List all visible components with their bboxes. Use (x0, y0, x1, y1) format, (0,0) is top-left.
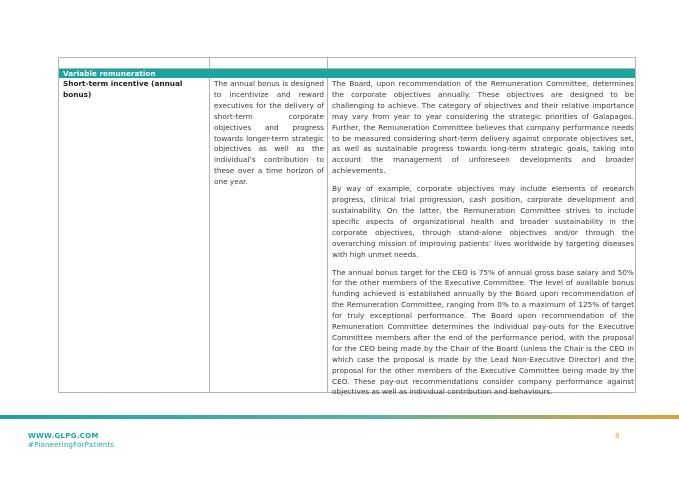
details-paragraph: The annual bonus target for the CEO is 75% of annual gross base salary and 50% for the other members of the Executive Committee. The level of available bonus funding achieved is established annually by the Board upon recommendation of the Remuneration Committee, ranging from 0% to a maximum of 125% of target for truly exceptional performance. The Board upon recommendation of the Remuneration Committee determines the individual pay-outs for the Executive Committee members after the end of the performance period, with the proposal for the CEO being made by the Chair of the Board (unless the Chair is the CEO in which case the proposal is made by the Lead Non-Executive Director) and the proposal for the other members of the Executive Committee being made by the CEO. These pay-out recommendations consider company performance against objectives as well as individual contribution and behaviours. (332, 267, 634, 397)
row-label: Short-term incentive (annual bonus) (63, 79, 183, 99)
remuneration-table (58, 57, 636, 397)
section-header: Variable remuneration (59, 69, 635, 78)
row-description: The annual bonus is designed to incentivize and reward executives for the delivery of short-term corporate objectives and progress towards longer-term strategic objectives as well as the individual’s contribution to these over a time horizon of one year. (214, 79, 324, 187)
table-empty-top-row (59, 58, 635, 69)
details-paragraph: By way of example, corporate objectives may include elements of research progress, clinical trial progression, cash position, corporate development and sustainability. On the latter, the Remuneration Committee strives to include specific aspects of organizational health and broader sustainability in the corporate objectives, through stand-alone objectives and/or through the overarching mission of improving patients’ lives worldwide by targeting diseases with high unmet needs. (332, 184, 634, 259)
details-paragraph: The Board, upon recommendation of the Remuneration Committee, determines the corporate objectives annually. These objectives are designed to be challenging to achieve. The category of objectives and their relative importance may vary from year to year considering the strategic priorities of Galapagos. Further, the Remuneration Committee believes that company performance needs to be measured considering short-term delivery against corporate objectives set, as well as sustainable progress towards long-term strategic goals, taking into account the management of unforeseen developments and broader achievements. (332, 79, 634, 176)
footer-url-link[interactable]: WWW.GLPG.COM (28, 432, 99, 440)
row-details (332, 79, 634, 405)
column-divider (209, 58, 210, 69)
footer-hashtag: #PioneeringForPatients (28, 441, 115, 449)
page-number: 8 (615, 432, 620, 440)
column-divider (327, 78, 328, 392)
column-divider (209, 78, 210, 392)
column-divider (327, 58, 328, 69)
footer-gradient-bar (0, 415, 679, 419)
